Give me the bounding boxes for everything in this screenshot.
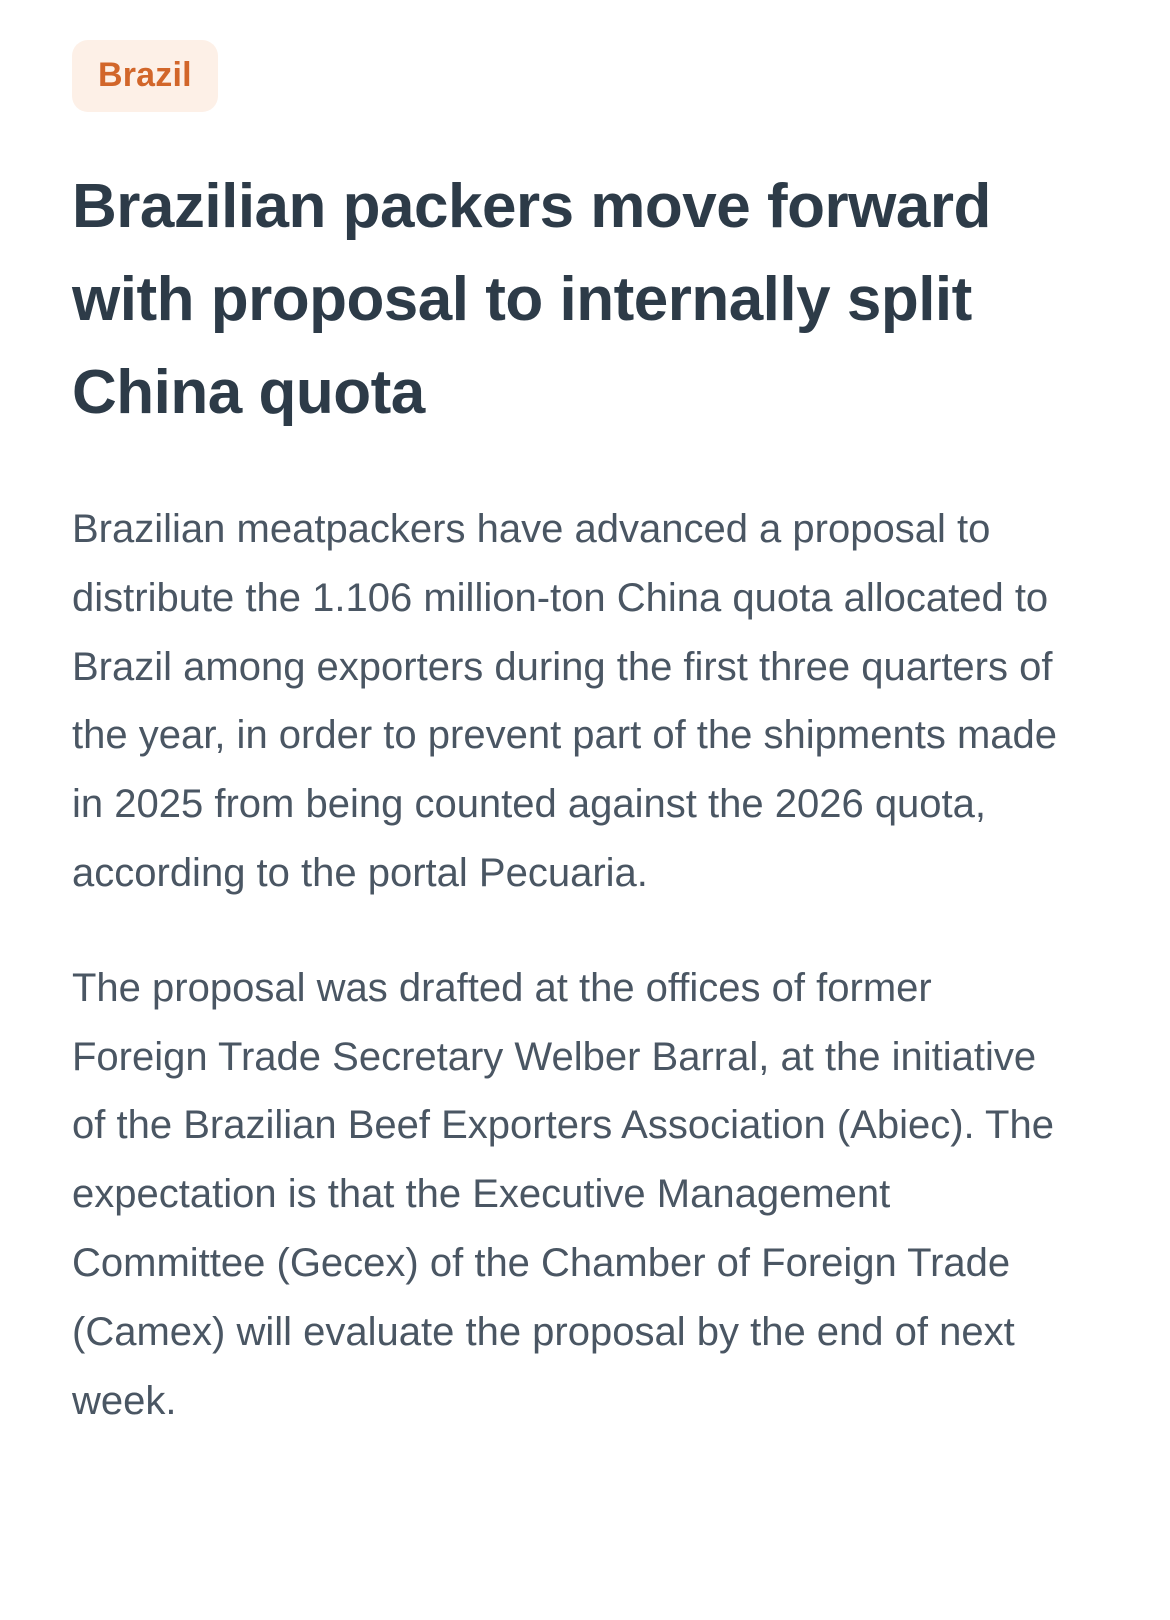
category-tag-row [72,40,1098,112]
article-body [72,495,1098,1435]
page-title: Brazilian packers move forward with proposal to internally split China quota [72,172,991,427]
category-tag[interactable]: Brazil [72,40,218,112]
article-paragraph: Brazilian meatpackers have advanced a proposal to distribute the 1.106 million-ton China quota allocated to Brazil among exporters during the first three quarters of the year, in order to prevent part of the shipments made in 2025 from being counted against the 2026 quota, according to the portal Pecuaria. [72,507,1057,895]
article-paragraph: The proposal was drafted at the offices of former Foreign Trade Secretary Welber Barral, at the initiative of the Brazilian Beef Exporters Association (Abiec). The expectation is that the Executive Management Committee (Gecex) of the Chamber of Foreign Trade (Camex) will evaluate the proposal by the end of next week. [72,965,1054,1423]
